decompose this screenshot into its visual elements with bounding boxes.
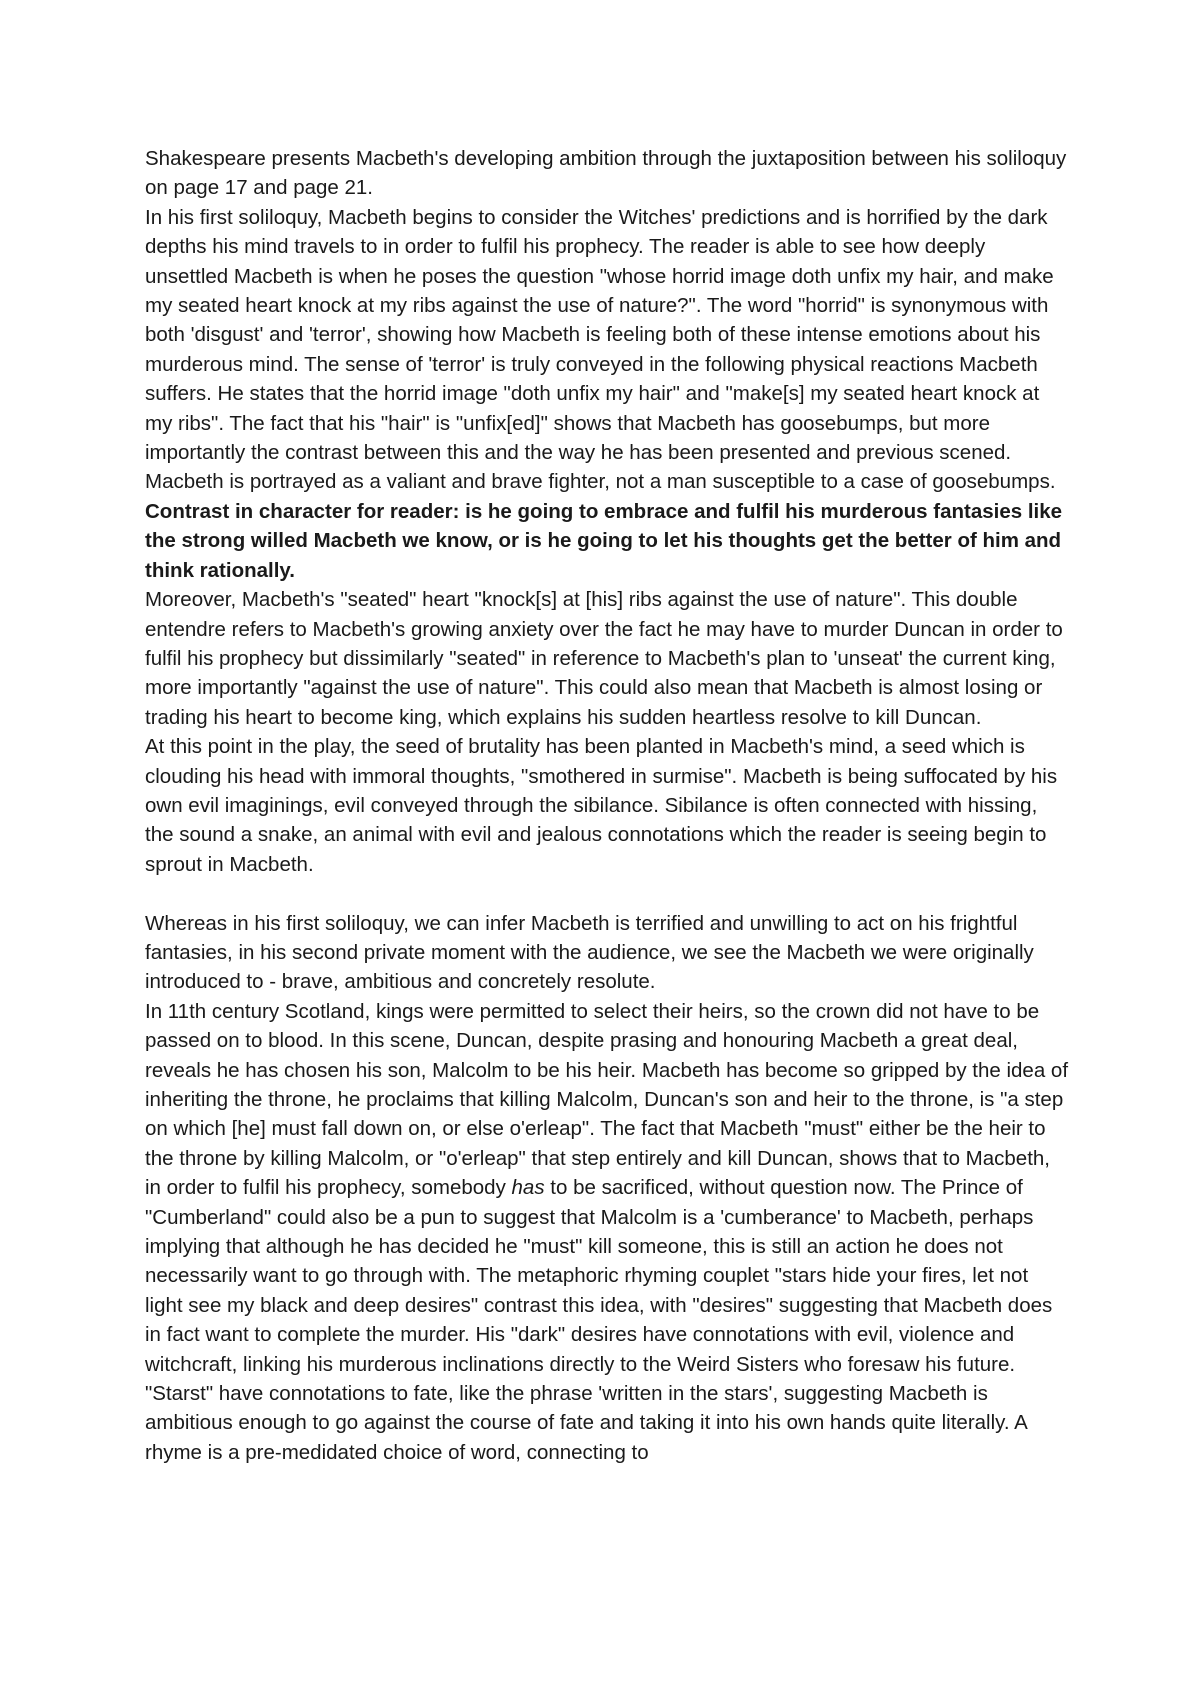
paragraph-first-soliloquy: In his first soliloquy, Macbeth begins to consider the Witches' predictions and is horrified by the dark depths his mind travels to in order to fulfil his prophecy. The reader is able to see how deeply unsettled Macbeth is when he poses the question "whose horrid image doth unfix my hair, and make my seated heart knock at my ribs against the use of nature?". The word "horrid" is synonymous with both 'disgust' and 'terror', showing how Macbeth is feeling both of these intense emotions about his murderous mind. The sense of 'terror' is truly conveyed in the following physical reactions Macbeth suffers. He states that the horrid image "doth unfix my hair" and "make[s] my seated heart knock at my ribs". The fact that his "hair" is "unfix[ed]" shows that Macbeth has goosebumps, but more importantly the contrast between this and the way he has been presented and previous scened. Macbeth is portrayed as a valiant and brave fighter, not a man susceptible to a case of goosebumps. [145,205,1056,494]
document-body [145,144,1070,1467]
paragraph-second-soliloquy: Whereas in his first soliloquy, we can infer Macbeth is terrified and unwilling to act on his frightful fantasies, in his second private moment with the audience, we see the Macbeth we were originally introduced to - brave, ambitious and concretely resolute. [145,911,1034,994]
paragraph-bold-note: Contrast in character for reader: is he going to embrace and fulfil his murderous fantasies like the strong willed Macbeth we know, or is he going to let his thoughts get the better of him and think rationally. [145,499,1063,582]
paragraph-scotland-heirs [145,997,1070,1468]
blank-line [145,879,1070,908]
paragraph-text-part: In 11th century Scotland, kings were permitted to select their heirs, so the crown did not have to be passed on to blood. In this scene, Duncan, despite prasing and honouring Macbeth a great deal, reveals he has chosen his son, Malcolm to be his heir. Macbeth has become so gripped by the idea of inheriting the throne, he proclaims that killing Malcolm, Duncan's son and heir to the throne, is "a step on which [he] must fall down on, or else o'erleap". The fact that Macbeth "must" either be the heir to the throne by killing Malcolm, or "o'erleap" that step entirely and kill Duncan, shows that to Macbeth, in order to fulfil his prophecy, somebody [145,999,1069,1200]
paragraph-intro: Shakespeare presents Macbeth's developing ambition through the juxtaposition between his soliloquy on page 17 and page 21. [145,147,1067,200]
italic-word: has [511,1176,545,1200]
paragraph-seed-of-brutality: At this point in the play, the seed of brutality has been planted in Macbeth's mind, a seed which is clouding his head with immoral thoughts, "smothered in surmise". Macbeth is being suffocated by his own evil imaginings, evil conveyed through the sibilance. Sibilance is often connected with hissing, the sound a snake, an animal with evil and jealous connotations which the reader is seeing begin to sprout in Macbeth. [145,735,1058,876]
paragraph-seated-heart: Moreover, Macbeth's "seated" heart "knock[s] at [his] ribs against the use of nature". This double entendre refers to Macbeth's growing anxiety over the fact he may have to murder Duncan in order to fulfil his prophecy but dissimilarly "seated" in reference to Macbeth's plan to 'unseat' the current king, more importantly "against the use of nature". This could also mean that Macbeth is almost losing or trading his heart to become king, which explains his sudden heartless resolve to kill Duncan. [145,588,1063,729]
paragraph-text-part: to be sacrificed, without question now. The Prince of "Cumberland" could also be a pun to suggest that Malcolm is a 'cumberance' to Macbeth, perhaps implying that although he has decided he "must" kill someone, this is still an action he does not necessarily want to go through with. The metaphoric rhyming couplet "stars hide your fires, let not light see my black and deep desires" contrast this idea, with "desires" suggesting that Macbeth does in fact want to complete the murder. His "dark" desires have connotations with evil, violence and witchcraft, linking his murderous inclinations directly to the Weird Sisters who foresaw his future. "Starst" have connotations to fate, like the phrase 'written in the stars', suggesting Macbeth is ambitious enough to go against the course of fate and taking it into his own hands quite literally. A rhyme is a pre-medidated choice of word, connecting to [145,1176,1053,1464]
